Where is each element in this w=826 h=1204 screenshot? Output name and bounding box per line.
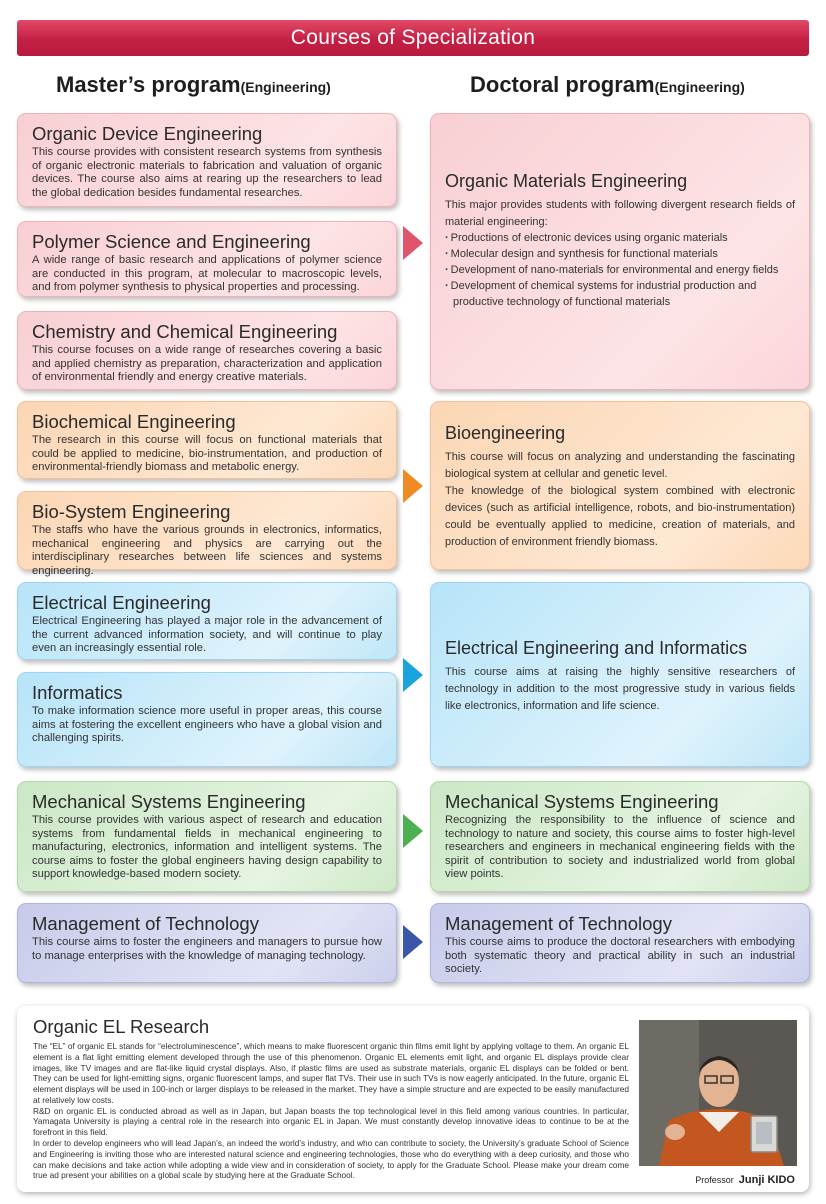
course-description: Electrical Engineering has played a major role in the advancement of the current advanced information society, and will continue to play even an increasingly essential role.: [32, 615, 382, 655]
course-description: This major provides students with following divergent research fields of material engineering:: [445, 198, 795, 228]
course-description: This course aims to foster the engineers and managers to pursue how to manage enterprises with the knowledge of managing technology.: [32, 936, 382, 962]
list-item: · Development of nano-materials for environmental and energy fields: [445, 263, 795, 279]
course-name: Informatics: [32, 682, 123, 703]
doctoral-subtitle: (Engineering): [654, 79, 745, 95]
caption-name: Junji KIDO: [738, 1174, 795, 1186]
professor-photo: [639, 1020, 797, 1166]
course-name: Mechanical Systems Engineering: [445, 791, 719, 812]
course-description: Recognizing the responsibility to the influence of science and technology to nature and society, this course aims to foster high-level researchers and engineers in mechanical engineering fields with the spirit of contribution to society and industrialized world from global view points.: [445, 814, 795, 881]
course-name: Chemistry and Chemical Engineering: [32, 321, 338, 342]
course-description: To make information science more useful in proper areas, this course aims at fostering the excellent engineers who have a global vision and challenging spirits.: [32, 705, 382, 745]
doctoral-course-mechanical: [430, 781, 810, 892]
masters-heading: [56, 72, 331, 98]
organic-el-research-section: [17, 1006, 809, 1192]
professor-photo-illustration: [639, 1020, 797, 1166]
course-name: Bioengineering: [445, 423, 566, 443]
doctoral-course-management: [430, 903, 810, 983]
course-description: This course provides with various aspect of research and education systems from fundamental fields in mechanical engineering to manufacturing, electronics, information and intelligent systems. The course aims to foster the global engineers having design capability to support knowledge-based modern society.: [32, 814, 382, 881]
banner-title: Courses of Specialization: [17, 20, 809, 56]
master-course-electrical: [17, 582, 397, 660]
arrow-right-icon: [403, 814, 423, 848]
list-item: · Development of chemical systems for industrial production and productive technology of functional materials: [445, 279, 795, 311]
list-item: · Productions of electronic devices using organic materials: [445, 231, 795, 247]
master-course-biochemical: [17, 401, 397, 479]
master-course-management: [17, 903, 397, 983]
course-name: Biochemical Engineering: [32, 411, 236, 432]
research-paragraph: In order to develop engineers who will lead Japan’s, an indeed the world’s industry, and who can contribute to society, the University’s graduate School of Science and Engineering is inviting those who are interested natural science and engineering technologies, those who do everything with a deep curiosity, and those who can make decisions and take action while adopting a wide view and in consideration of society, to apply for the Graduate School. Please make your dream come true ad present your abilities on a global scale by studying here at the Graduate School.: [33, 1138, 629, 1181]
research-fields-list: [445, 231, 795, 311]
course-description: This course provides with consistent research systems from synthesis of organic electronic materials to fabrication and valuation of organic devices. The course also aims at rearing up the researchers to lead the global dedication besides fundamental researches.: [32, 146, 382, 199]
course-name: Polymer Science and Engineering: [32, 231, 311, 252]
course-name: Management of Technology: [445, 913, 672, 934]
course-description: A wide range of basic research and applications of polymer science are conducted in this program, at molecular to macroscopic levels, and from polymer synthesis to physical properties and processing.: [32, 254, 382, 294]
research-paragraph: The “EL” of organic EL stands for “electroluminescence”, which means to make fluorescent organic thin films emit light by applying voltage to them. An organic EL element is a flat light emitting element developed through the use of this phenomenon. Organic EL elements emit light, and organic EL displays provide clear images, like TV images and are flat-like liquid crystal displays. Also, if plastic films are used as substrate materials, organic EL displays can be folded or bent. They can be used for light-emitting signs, organic fluorescent lamps, and super flat TVs. Their use in such TVs is now eagerly anticipated. In the future, organic EL element displays will be used in 100-inch or larger displays to be released in the market. They have a simple structure and are expected to be easily manufactured at relatively low costs.: [33, 1041, 629, 1105]
arrow-right-icon: [403, 658, 423, 692]
masters-title: Master’s program: [56, 72, 241, 97]
masters-subtitle: (Engineering): [240, 79, 331, 95]
master-course-polymer: [17, 221, 397, 297]
master-course-informatics: [17, 672, 397, 767]
master-course-organic-device: [17, 113, 397, 207]
course-name: Organic Materials Engineering: [445, 171, 688, 191]
course-name: Organic Device Engineering: [32, 123, 263, 144]
research-paragraph: R&D on organic EL is conducted abroad as well as in Japan, but Japan boasts the top technological level in this field among various countries. In particular, Yamagata University is playing a central role in the research into organic EL in Japan. We must constantly develop innovative ideas to continue to be at the forefront in this field.: [33, 1105, 629, 1138]
photo-caption: [695, 1174, 795, 1186]
arrow-right-icon: [403, 925, 423, 959]
course-description: This course aims to produce the doctoral researchers with embodying both systematic theory and practical ability in such an industrial society.: [445, 936, 795, 976]
doctoral-course-bioengineering: [430, 401, 810, 570]
doctoral-course-organic-materials: [430, 113, 810, 390]
research-title: Organic EL Research: [33, 1016, 210, 1037]
doctoral-heading: [470, 72, 745, 98]
caption-role: Professor: [695, 1175, 734, 1185]
course-description: This course aims at raising the highly sensitive researchers of technology in addition to the most progressive study in various fields like electronics, information and life science.: [445, 665, 795, 712]
doctoral-course-electrical-informatics: [430, 582, 810, 767]
course-name: Mechanical Systems Engineering: [32, 791, 306, 812]
course-description-2: The knowledge of the biological system combined with electronic devices (such as artificial intelligence, robots, and bio-instrumentation) could be eventually applied to medicine, creation of materials, and production of environment friendly biomass.: [445, 484, 795, 549]
master-course-chemistry: [17, 311, 397, 390]
list-item: · Molecular design and synthesis for functional materials: [445, 247, 795, 263]
arrow-right-icon: [403, 469, 423, 503]
course-description: This course will focus on analyzing and understanding the fascinating biological system at cellular and genetic level.: [445, 450, 795, 480]
course-name: Bio-System Engineering: [32, 501, 231, 522]
course-description: This course focuses on a wide range of researches covering a basic and applied chemistry as preparation, characterization and application of environmental friendly and energy creative materials.: [32, 344, 382, 384]
course-name: Management of Technology: [32, 913, 259, 934]
arrow-right-icon: [403, 226, 423, 260]
course-name: Electrical Engineering and Informatics: [445, 638, 748, 658]
doctoral-title: Doctoral program: [470, 72, 655, 97]
master-course-mechanical: [17, 781, 397, 892]
course-description: The research in this course will focus on functional materials that could be applied to medicine, bio-instrumentation, and production of environmental-friendly biomass and metabolic energy.: [32, 434, 382, 474]
course-description: The staffs who have the various grounds in electronics, informatics, mechanical engineering and physics are carrying out the interdisciplinary researches between life sciences and systems engineering.: [32, 524, 382, 577]
master-course-bio-system: [17, 491, 397, 577]
course-name: Electrical Engineering: [32, 592, 211, 613]
